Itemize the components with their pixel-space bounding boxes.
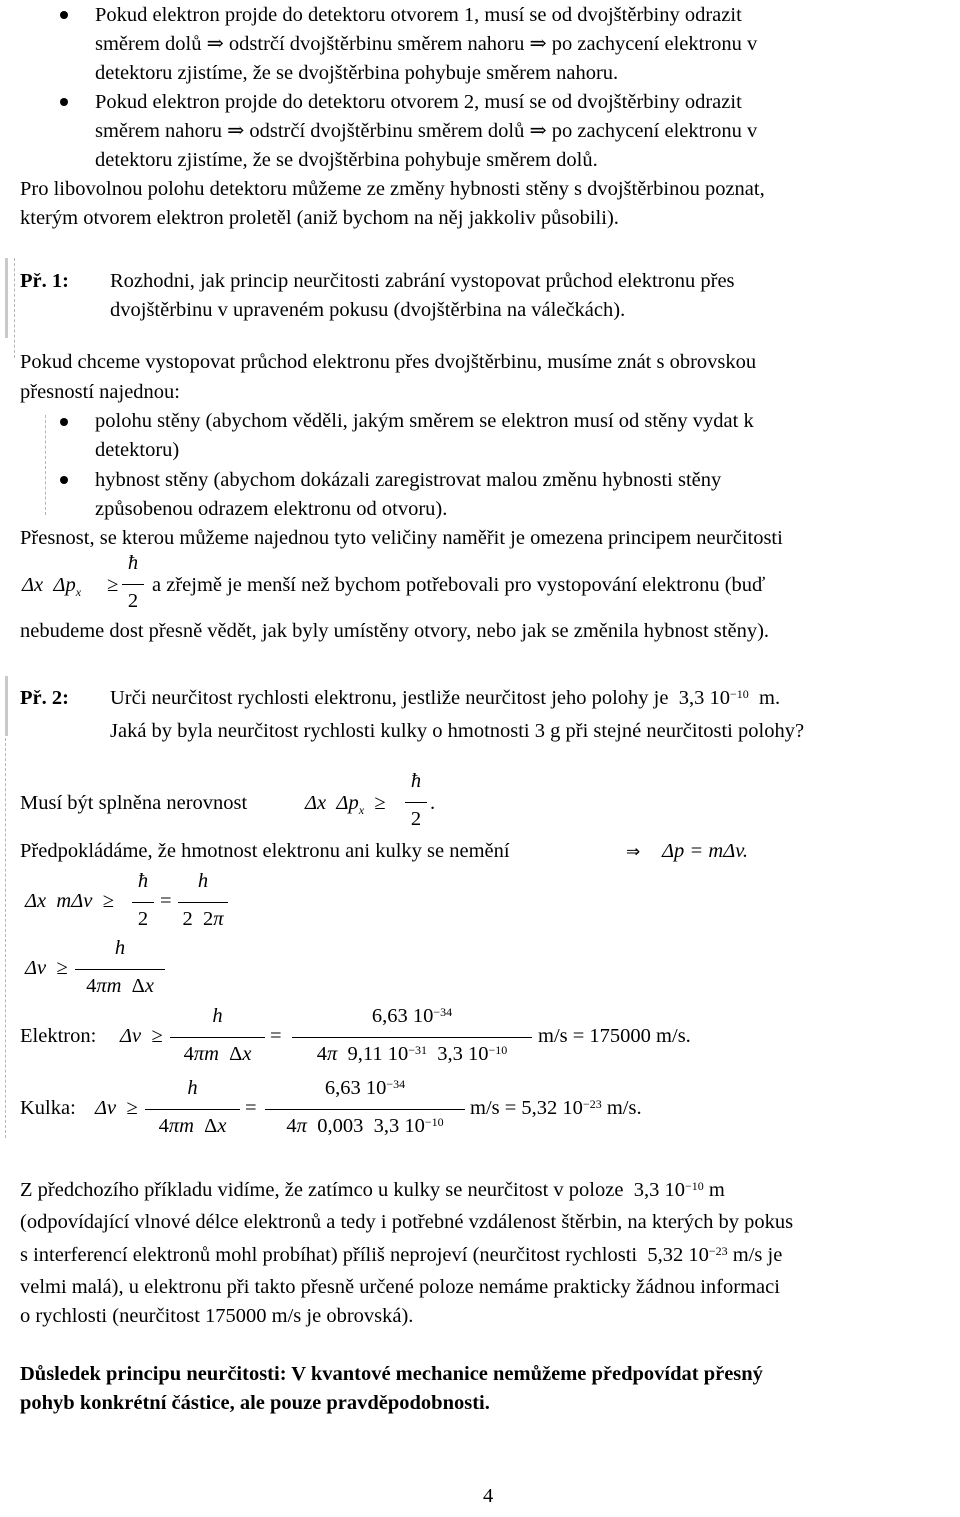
sol-hbar: ħ xyxy=(410,770,422,792)
bullet1-line2: směrem dolů ⇒ odstrčí dvojštěrbinu směrem nahoru ⇒ po zachycení elektronu v xyxy=(95,33,758,55)
concl-line2: (odpovídající vlnové délce elektronů a tedy i potřebné vzdálenost štěrbin, na kterých by pokus xyxy=(20,1211,794,1233)
sol-dot: . xyxy=(430,792,436,814)
bullet-dot xyxy=(60,476,68,484)
para3: Přesnost, se kterou můžeme najednou tyto veličiny naměřit je omezena principem neurčitosti xyxy=(20,527,783,549)
ex2-label: Př. 2: xyxy=(20,687,69,709)
bullet-dv: Δv ≥ xyxy=(95,1097,138,1119)
formula-hbar: ħ xyxy=(127,552,139,574)
bullet1-line1: Pokud elektron projde do detektoru otvorem 1, musí se od dvojštěrbiny odrazit xyxy=(95,4,742,26)
ex2-line2: Jaká by byla neurčitost rychlosti kulky o hmotnosti 3 g při stejné neurčitosti polohy? xyxy=(110,720,805,742)
margin-bar-ex1 xyxy=(5,258,8,338)
eq2-denom: 4πm Δx xyxy=(86,975,154,997)
implies-arrow: ⇒ xyxy=(626,842,641,862)
bullet-dot xyxy=(60,11,68,19)
electron-result: m/s = 175000 m/s. xyxy=(538,1025,691,1047)
eq1-h: h xyxy=(197,870,209,892)
frac-line xyxy=(292,1037,532,1038)
bullet2-line3: detektoru zjistíme, že se dvojštěrbina pohybuje směrem dolů. xyxy=(95,149,598,171)
para2-line1: Pokud chceme vystopovat průchod elektronu přes dvojštěrbinu, musíme znát s obrovskou xyxy=(20,351,757,373)
bullet-label: Kulka: xyxy=(20,1097,76,1119)
frac-line xyxy=(265,1109,465,1110)
ex1-label: Př. 1: xyxy=(20,270,69,292)
frac-line xyxy=(122,584,144,585)
bullet-equals: = xyxy=(245,1097,257,1119)
momentum-formula: Δp = mΔv. xyxy=(662,840,748,862)
bullet-dot xyxy=(60,98,68,106)
para3-end: nebudeme dost přesně vědět, jak byly umístěny otvory, nebo jak se změnila hybnost stěny). xyxy=(20,620,770,642)
page-number: 4 xyxy=(483,1485,494,1507)
bullet-denom2: 4π 0,003 3,3 $10^{-10}$ xyxy=(286,1115,444,1137)
para1-line1: Pro libovolnou polohu detektoru můžeme ze změny hybnosti stěny s dvojštěrbinou poznat, xyxy=(20,178,765,200)
sol-two: 2 xyxy=(410,808,422,830)
frac-line xyxy=(170,1037,265,1038)
electron-equals: = xyxy=(270,1025,282,1047)
frac-line xyxy=(75,969,165,970)
bullet-result: m/s = 5,32 $10^{-23}$ m/s. xyxy=(470,1097,642,1119)
sol-must: Musí být splněna nerovnost xyxy=(20,792,248,814)
electron-h: h xyxy=(212,1005,223,1027)
eq1-hbar: ħ xyxy=(137,870,149,892)
electron-label: Elektron: xyxy=(20,1025,97,1047)
bullet-denom1: 4πm Δx xyxy=(158,1115,227,1137)
frac-line xyxy=(405,802,427,803)
formula-two: 2 xyxy=(127,590,139,612)
concl-line3: s interferencí elektronů mohl probíhat) příliš neprojeví (neurčitost rychlosti 5,32 $10^{-23}$ m/s je xyxy=(20,1244,783,1266)
ex2-line1: Urči neurčitost rychlosti elektronu, jestliže neurčitost jeho polohy je 3,3 $10^{-10}$ m. xyxy=(110,687,781,709)
electron-dv: Δv ≥ xyxy=(120,1025,163,1047)
bullet2-line2: směrem nahoru ⇒ odstrčí dvojštěrbinu směrem dolů ⇒ po zachycení elektronu v xyxy=(95,120,758,142)
bullet-h: h xyxy=(187,1077,198,1099)
margin-dashed-3 xyxy=(5,738,6,1138)
electron-denom1: 4πm Δx xyxy=(183,1043,252,1065)
electron-denom2: 4π 9,11 $10^{-31}$ 3,3 $10^{-10}$ xyxy=(316,1043,508,1065)
mid-bullet1-line2: detektoru) xyxy=(95,439,180,461)
mid-bullet1-line1: polohu stěny (abychom věděli, jakým směrem se elektron musí od stěny vydat k xyxy=(95,410,754,432)
mid-bullet2-line1: hybnost stěny (abychom dokázali zaregistrovat malou změnu hybnosti stěny xyxy=(95,469,722,491)
consequence-line2: pohyb konkrétní částice, ale pouze pravděpodobnosti. xyxy=(20,1392,490,1414)
eq1-two: 2 xyxy=(137,908,149,930)
para2-line2: přesností najednou: xyxy=(20,381,180,403)
mid-bullet2-line2: způsobenou odrazem elektronu od otvoru). xyxy=(95,498,448,520)
sol-assume: Předpokládáme, že hmotnost elektronu ani kulky se nemění xyxy=(20,840,510,862)
margin-dashed-2 xyxy=(45,415,46,515)
para3-cont: a zřejmě je menší než bychom potřebovali pro vystopování elektronu (buď xyxy=(152,574,766,596)
concl-line1: Z předchozího příkladu vidíme, že zatímco u kulky se neurčitost v poloze 3,3 $10^{-10}$ m xyxy=(20,1179,725,1201)
eq1-left: Δx mΔv ≥ xyxy=(25,890,114,912)
eq2-h: h xyxy=(114,937,126,959)
eq1-equals: = xyxy=(160,890,172,912)
concl-line5: o rychlosti (neurčitost 175000 m/s je obrovská). xyxy=(20,1305,414,1327)
eq1-denom: 2 2π xyxy=(182,908,224,930)
ex1-line1: Rozhodni, jak princip neurčitosti zabrání vystopovat průchod elektronu přes xyxy=(110,270,735,292)
concl-line4: velmi malá), u elektronu při takto přesně určené poloze nemáme prakticky žádnou informaci xyxy=(20,1276,780,1298)
bullet-num: 6,63 $10^{-34}$ xyxy=(324,1077,406,1099)
ex1-line2: dvojštěrbinu v upraveném pokusu (dvojštěrbina na válečkách). xyxy=(110,299,626,321)
electron-num: 6,63 $10^{-34}$ xyxy=(371,1005,453,1027)
sol-must-formula: Δx $\Delta p_x$ ≥ xyxy=(305,792,386,818)
bullet2-line1: Pokud elektron projde do detektoru otvorem 2, musí se od dvojštěrbiny odrazit xyxy=(95,91,742,113)
formula-uncertainty: Δx $\Delta p_x$ xyxy=(22,574,82,600)
para1-line2: kterým otvorem elektron proletěl (aniž bychom na něj jakkoliv působili). xyxy=(20,207,619,229)
consequence-line1: Důsledek principu neurčitosti: V kvantové mechanice nemůžeme předpovídat přesný xyxy=(20,1363,763,1385)
frac-line xyxy=(132,902,154,903)
frac-line xyxy=(178,902,228,903)
formula-geq: ≥ xyxy=(107,574,119,596)
bullet1-line3: detektoru zjistíme, že se dvojštěrbina pohybuje směrem nahoru. xyxy=(95,62,619,84)
eq2-left: Δv ≥ xyxy=(25,957,68,979)
margin-bar-ex2 xyxy=(5,676,8,736)
margin-dashed-1 xyxy=(14,258,15,358)
frac-line xyxy=(145,1109,240,1110)
bullet-dot xyxy=(60,418,68,426)
